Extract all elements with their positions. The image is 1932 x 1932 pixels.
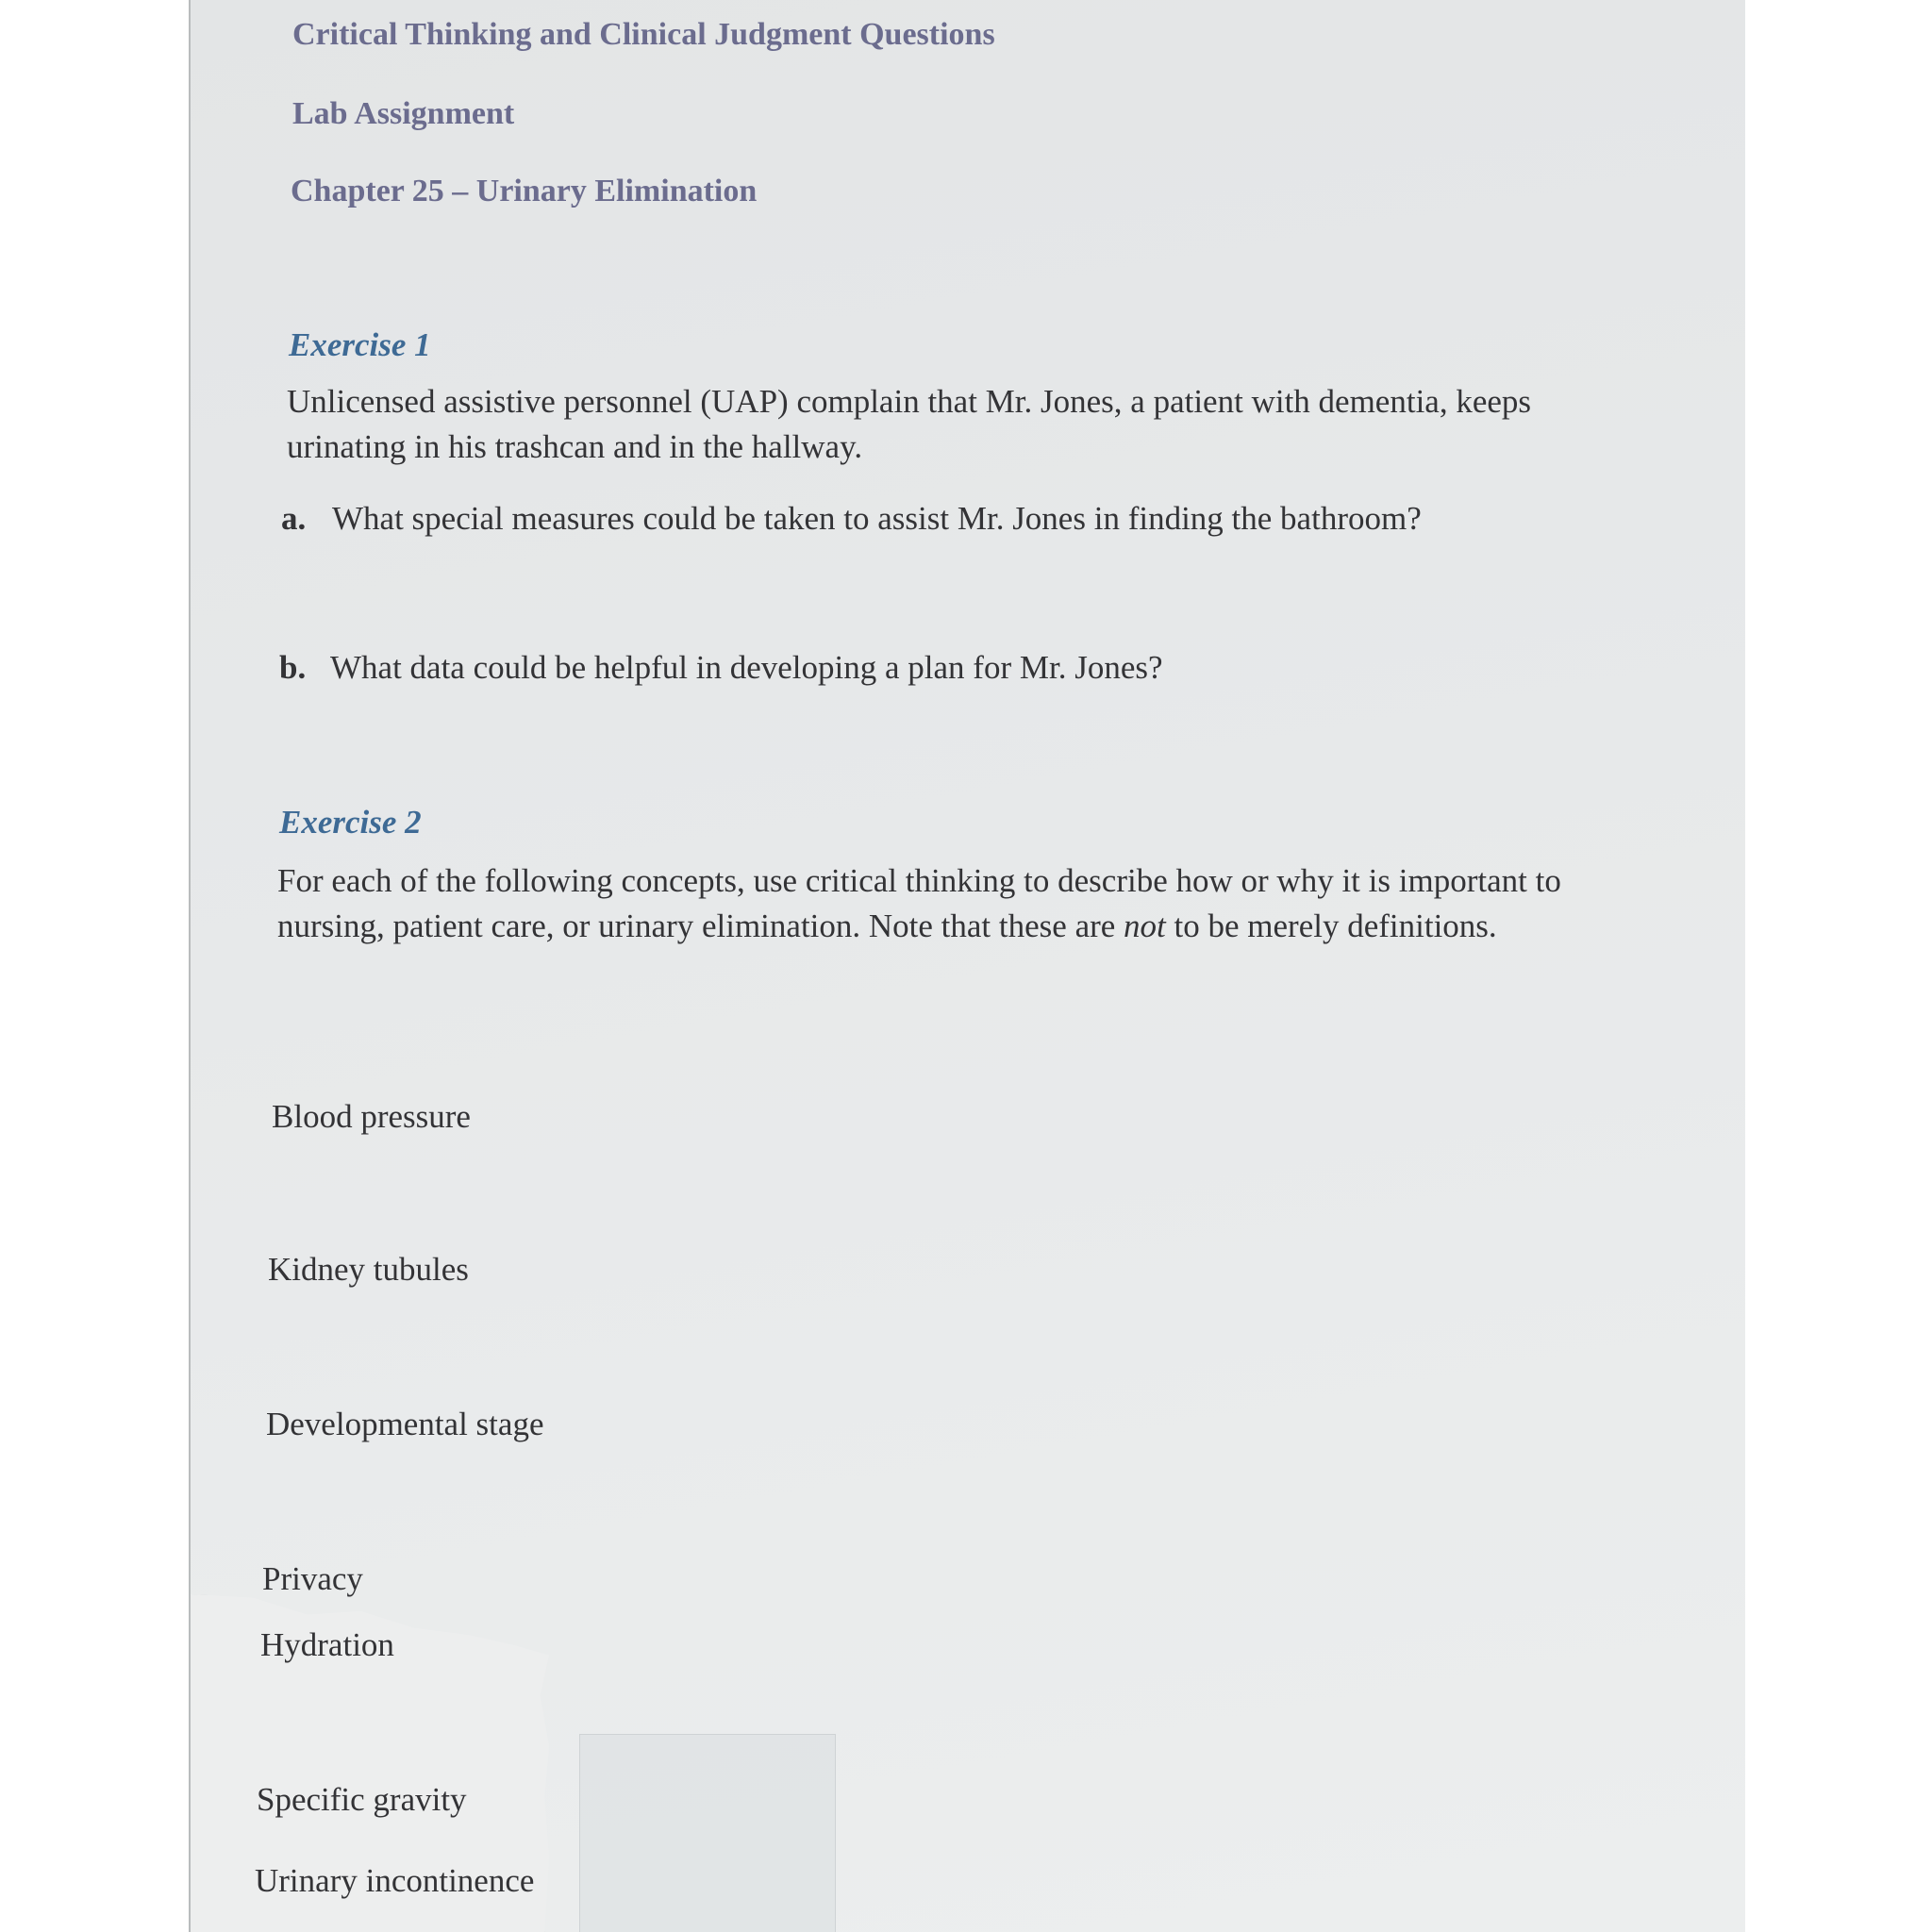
instructions-text-end: to be merely definitions. xyxy=(1165,908,1497,944)
concept-urinary-incontinence: Urinary incontinence xyxy=(255,1862,535,1899)
question-a-letter: a. xyxy=(281,500,307,537)
instructions-text-start: For each of the following concepts, use critical thinking to describe how or why it is important to nursing, patient care, or urinary elimination. Note that these are xyxy=(277,862,1561,944)
exercise-2-instructions xyxy=(277,858,1664,949)
concept-specific-gravity: Specific gravity xyxy=(257,1781,467,1818)
document-title: Critical Thinking and Clinical Judgment Questions xyxy=(292,17,995,52)
instructions-emphasis: not xyxy=(1124,908,1166,944)
concept-hydration: Hydration xyxy=(260,1626,394,1663)
exercise-1-heading: Exercise 1 xyxy=(289,326,431,363)
document-page xyxy=(189,0,1745,1932)
tape-strip xyxy=(579,1734,836,1932)
concept-kidney-tubules: Kidney tubules xyxy=(268,1251,469,1288)
question-a-text: What special measures could be taken to assist Mr. Jones in finding the bathroom? xyxy=(332,500,1422,537)
question-b-text: What data could be helpful in developing a plan for Mr. Jones? xyxy=(330,649,1163,686)
exercise-1-scenario: Unlicensed assistive personnel (UAP) complain that Mr. Jones, a patient with dementia, keeps urinating in his trashcan and in the hallway. xyxy=(287,383,1532,465)
concept-privacy: Privacy xyxy=(262,1560,363,1597)
question-a xyxy=(281,500,1422,538)
assignment-label: Lab Assignment xyxy=(292,96,515,131)
exercise-2-heading: Exercise 2 xyxy=(279,804,422,841)
question-b-letter: b. xyxy=(279,649,307,686)
question-b xyxy=(279,649,1163,687)
concept-developmental-stage: Developmental stage xyxy=(266,1406,544,1442)
concept-blood-pressure: Blood pressure xyxy=(272,1098,471,1135)
chapter-title: Chapter 25 – Urinary Elimination xyxy=(291,174,758,208)
